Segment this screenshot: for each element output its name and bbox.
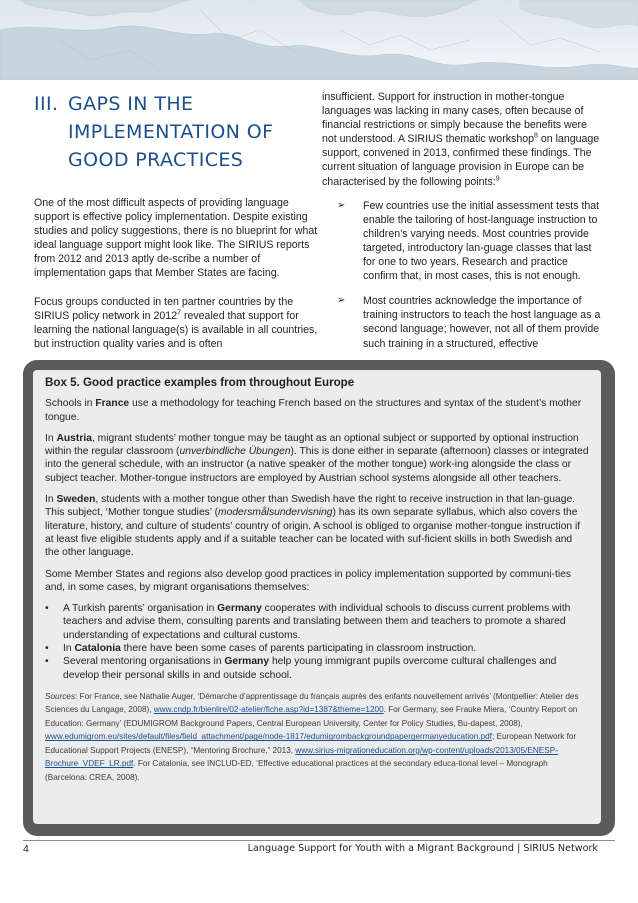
right-column (322, 90, 604, 362)
list-item-country: Catalonia (74, 643, 121, 655)
language-support-text-start: insufficient. Support for instruction in mother-tongue languages was lacking in many cases, often because of financial restrictions or simply because the benefits were not understood. A SIRIUS thematic workshop (322, 91, 587, 146)
source-link-sirius[interactable]: www.sirius-migrationeducation.org/wp-content/uploads/2013/05/ENESP-Brochure_VDEF_LR.pdf (45, 745, 558, 769)
member-states-paragraph: Some Member States and regions also develop good practices in policy implementation supported by communi-ties and, in some cases, by migrant organisations themselves: (45, 568, 571, 593)
sources-text-4: . For Catalonia, see INCLUD-ED, ‘Effective educational practices at the secondary educa-tional level – Monograph (Barcelona: CREA, 2008). (45, 759, 548, 782)
sweden-term: modersmålsundervisning (218, 507, 333, 519)
france-paragraph (45, 397, 589, 424)
footnote-ref-7[interactable]: 7 (177, 309, 181, 317)
sources-text-3: ; European Network for Educational Support Projects (ENESP), “Mentoring Brochure,” 2013, (45, 732, 577, 755)
sources-text-2: . For Germany, see Frauke Miera, ‘Country Report on Education: Germany’ (EDUMIGROM Background Papers, Central European University, Center for Policy Studies, Bu-dapest, 2008), (45, 705, 578, 728)
box-title: Box 5. Good practice examples from throughout Europe (45, 376, 355, 389)
list-item-text: Most countries acknowledge the importance of training instructors to teach the host language as a second language; however, not all of them provide such training in a structured, effective (363, 295, 601, 350)
source-link-cndp[interactable]: www.cndp.fr/bienlire/02-atelier/fiche.asp?id=1387&theme=1200 (153, 705, 384, 715)
austria-text-end: ). This is done either in separate (afternoon) classes or integrated into the general schedule, with an instructor (a native speaker of the mother tongue) work-ing alongside the class or subject teacher. Mother-tongue instructors are employed by Austrian school systems alongside all other teachers. (45, 446, 589, 484)
france-text-end: use a methodology for teaching French based on the structures and syntax of the student’s mother tongue. (45, 398, 582, 423)
list-item-country: Germany (224, 656, 270, 668)
language-support-paragraph (322, 90, 604, 189)
austria-country: Austria (56, 432, 92, 444)
sources-label: Sources (45, 691, 76, 701)
focus-groups-text-start: Focus groups conducted in ten partner countries by the SIRIUS policy network in 2012 (34, 295, 294, 322)
austria-paragraph (45, 432, 589, 485)
austria-term: unverbindliche Übungen (179, 446, 291, 458)
list-item-text-end: cooperates with individual schools to discuss current problems with teachers and advise them, consulting parents and translating between them and teachers to promote a shared understanding of expectations and cultural customs. (63, 603, 571, 641)
findings-list (322, 199, 604, 351)
austria-text-mid: , migrant students’ mother tongue may be taught as an optional subject or supported by optional instruction within the regular classroom ( (45, 432, 579, 458)
focus-groups-text-end: revealed that support for learning the national language(s) is available in all countries, but instruction quality varies and is often (34, 309, 318, 350)
arrow-bullet-icon: ➢ (337, 295, 346, 307)
list-item (45, 655, 589, 682)
sources-note (45, 690, 589, 785)
header-map-banner (0, 0, 638, 80)
austria-text-start: In (45, 432, 57, 444)
language-support-text-end: on language support, convened in 2013, confirmed these findings. The current situation of language provision in Europe can be characterised by the following points: (322, 133, 600, 188)
section-title-line-2: IMPLEMENTATION OF (68, 121, 274, 143)
section-title-line-3: GOOD PRACTICES (68, 149, 244, 171)
list-item-text-start: A Turkish parents’ organisation in (63, 603, 218, 615)
bullet-icon: • (45, 643, 49, 655)
left-column (34, 90, 321, 351)
running-footer: Language Support for Youth with a Migrant Background | SIRIUS Network (247, 843, 598, 854)
list-item-country: Germany (217, 603, 262, 615)
arrow-bullet-icon: ➢ (337, 199, 346, 211)
page-number: 4 (23, 843, 29, 855)
list-item-text-start: In (63, 643, 75, 655)
list-item (45, 602, 589, 642)
bullet-icon: • (45, 603, 49, 615)
footnote-ref-8[interactable]: 8 (534, 132, 538, 140)
list-item (45, 642, 589, 655)
source-link-edumigrom[interactable]: www.edumigrom.eu/sites/default/files/field_attachment/page/node-1817/edumigrombackgroundpapergermanyeducation.pdf (45, 732, 492, 742)
good-practice-box (23, 360, 615, 836)
europe-map-graphic (0, 0, 638, 80)
intro-paragraph: One of the most difficult aspects of providing language support is effective policy implementation. Despite existing studies and policy suggestions, there is no blueprint for what ideal language support might look like. The SIRIUS reports from 2012 and 2013 aptly de-scribe a number of implementation gaps that Member States are facing. (34, 197, 318, 280)
sweden-country: Sweden (56, 494, 96, 506)
list-item-text: Few countries use the initial assessment tests that enable the tailoring of host-language instruction to children’s varying needs. Most countries provide targeted, introductory lan-guage classes that last for one to two years. Research and practice confirm that, in most cases, this is not enough. (363, 199, 600, 283)
france-country: France (95, 398, 130, 410)
list-item-text-start: Several mentoring organisations in (63, 656, 225, 668)
footnote-ref-9[interactable]: 9 (495, 175, 500, 183)
sweden-text-mid: , students with a mother tongue other than Swedish have the right to receive instruction in that lan-guage. This subject, ‘Mother tongue studies’ ( (45, 494, 576, 519)
sources-text-1: : For France, see Nathalie Auger, ‘Démarche d’apprentissage du français auprès des enfants nouvellement arrivés’ (Montpellier: Atelier des Sciences du Langage, 2008), (45, 691, 579, 715)
bullet-icon: • (45, 656, 49, 668)
footer-divider (23, 840, 615, 841)
list-item (322, 294, 604, 350)
focus-groups-paragraph (34, 295, 321, 351)
sweden-paragraph (45, 493, 589, 559)
sweden-text-end: ) has its own separate syllabus, which also covers the literature, history, and culture of students’ country of origin. A school is obliged to organise mother-tongue instruction if at least five eligible students apply and if a suitable teacher can be located with suf-ficient skills in both Swedish and the other language. (45, 507, 581, 559)
community-practices-list (45, 602, 589, 682)
list-item-text-end: help young immigrant pupils overcome cultural challenges and develop their personal skills in and outside school. (63, 656, 557, 681)
list-item-text-end: there have been some cases of parents participating in classroom instruction. (120, 643, 477, 655)
box-content (33, 370, 601, 824)
section-number: III. (34, 93, 59, 115)
france-text-start: Schools in (45, 398, 96, 410)
section-heading (34, 90, 321, 174)
list-item (322, 199, 604, 284)
sweden-text-start: In (45, 494, 57, 506)
section-title-line-1: GAPS IN THE (68, 93, 194, 115)
